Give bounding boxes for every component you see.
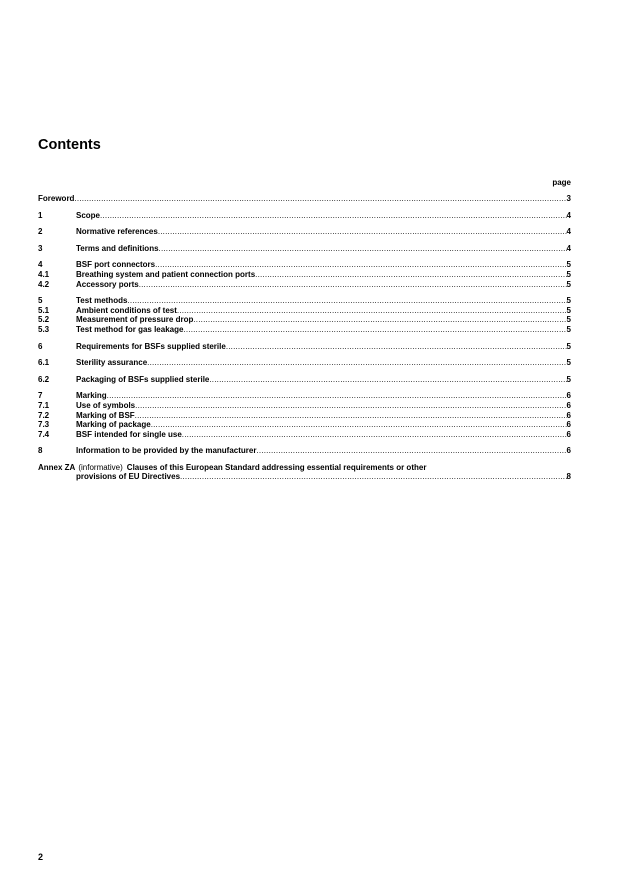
- dot-leader: [159, 244, 567, 254]
- dot-leader: [182, 430, 567, 440]
- dot-leader: [193, 315, 566, 325]
- toc-entry-page: 5: [566, 374, 571, 384]
- dot-leader: [127, 296, 566, 306]
- page-number: 2: [38, 852, 44, 862]
- toc-entry-title: Marking: [76, 391, 107, 401]
- toc-entry-number: 6.1: [38, 358, 50, 368]
- toc-entry-title: Normative references: [76, 227, 158, 237]
- toc-entry-number: 4: [38, 260, 43, 270]
- toc-entry-title: Measurement of pressure drop: [76, 315, 194, 325]
- toc-entry-page: 5: [566, 315, 571, 325]
- dot-leader: [74, 194, 566, 204]
- dot-leader: [151, 420, 567, 430]
- toc-entry-page: 6: [566, 429, 571, 439]
- toc-entry-title: Scope: [76, 210, 101, 220]
- annex-page: 8: [566, 472, 571, 482]
- toc-entry-number: 7.4: [38, 429, 50, 439]
- dot-leader: [100, 211, 567, 221]
- toc-entry-title: Breathing system and patient connection ports: [76, 269, 256, 279]
- toc-entry-page: 6: [566, 391, 571, 401]
- toc-entry-number: 2: [38, 227, 43, 237]
- toc-entry-number: 5.3: [38, 324, 50, 334]
- dot-leader: [155, 260, 566, 270]
- dot-leader: [135, 401, 566, 411]
- toc-entry-title: Sterility assurance: [76, 358, 148, 368]
- toc-entry[interactable]: [38, 211, 571, 221]
- toc-entry-title: Requirements for BSFs supplied sterile: [76, 341, 226, 351]
- dot-leader: [180, 472, 567, 482]
- toc-entry[interactable]: [38, 401, 571, 411]
- toc-entry-title: Marking of BSF: [76, 410, 135, 420]
- toc-entry-title: Foreword: [38, 194, 75, 203]
- toc-annex-entry[interactable]: [38, 463, 571, 482]
- annex-label: Annex ZA: [38, 462, 76, 472]
- toc-entry[interactable]: [38, 342, 571, 352]
- dot-leader: [107, 391, 567, 401]
- toc-entry-title: Use of symbols: [76, 400, 136, 410]
- toc-entry[interactable]: [38, 306, 571, 316]
- annex-title-line2: provisions of EU Directives: [76, 472, 181, 482]
- page-column-label: page: [552, 178, 571, 187]
- toc-entry-number: 7: [38, 391, 43, 401]
- dot-leader: [256, 446, 566, 456]
- toc-entry[interactable]: [38, 280, 571, 290]
- toc-entry-page: 4: [566, 210, 571, 220]
- toc-entry-page: 5: [566, 324, 571, 334]
- toc-entry-number: 7.2: [38, 410, 50, 420]
- toc-entry-title: Terms and definitions: [76, 243, 159, 253]
- toc-entry-page: 3: [566, 194, 571, 203]
- toc-entry-title: BSF port connectors: [76, 260, 156, 270]
- toc-entry-number: 5: [38, 296, 43, 306]
- toc-entry[interactable]: [38, 391, 571, 401]
- toc-entry-page: 6: [566, 420, 571, 430]
- toc-entry-title: Marking of package: [76, 420, 151, 430]
- toc-entry[interactable]: [38, 227, 571, 237]
- toc-entry[interactable]: [38, 315, 571, 325]
- dot-leader: [209, 375, 566, 385]
- toc-entry-number: 8: [38, 446, 43, 456]
- toc-entry-page: 5: [566, 279, 571, 289]
- toc-entry-title: Information to be provided by the manufacturer: [76, 446, 257, 456]
- toc-entry[interactable]: [38, 194, 571, 204]
- toc-entry-number: 6.2: [38, 374, 50, 384]
- toc-entry-title: BSF intended for single use: [76, 429, 182, 439]
- dot-leader: [255, 270, 566, 280]
- toc-entry-page: 6: [566, 410, 571, 420]
- toc-entry-number: 7.3: [38, 420, 50, 430]
- toc-entry-title: Accessory ports: [76, 279, 139, 289]
- toc-entry[interactable]: [38, 411, 571, 421]
- toc-entry[interactable]: [38, 270, 571, 280]
- toc-entry-page: 4: [566, 227, 571, 237]
- table-of-contents: [38, 194, 571, 482]
- toc-entry-page: 5: [566, 269, 571, 279]
- dot-leader: [147, 358, 566, 368]
- toc-entry-number: 4.2: [38, 279, 50, 289]
- dot-leader: [177, 306, 567, 316]
- annex-note: (informative): [78, 462, 123, 472]
- toc-entry-title: Packaging of BSFs supplied sterile: [76, 374, 210, 384]
- toc-entry-page: 6: [566, 446, 571, 456]
- annex-title-line1: Clauses of this European Standard addressing essential requirements or other: [126, 462, 427, 472]
- toc-entry-title: Test method for gas leakage: [76, 324, 184, 334]
- toc-entry-number: 5.2: [38, 315, 50, 325]
- toc-entry-page: 5: [566, 341, 571, 351]
- toc-entry-number: 6: [38, 341, 43, 351]
- dot-leader: [226, 342, 567, 352]
- toc-entry-page: 5: [566, 358, 571, 368]
- toc-entry[interactable]: [38, 375, 571, 385]
- dot-leader: [135, 411, 567, 421]
- toc-entry-number: 4.1: [38, 269, 50, 279]
- toc-entry-page: 5: [566, 296, 571, 306]
- toc-entry-title: Test methods: [76, 296, 128, 306]
- toc-entry-title: Ambient conditions of test: [76, 305, 177, 315]
- contents-heading: Contents: [38, 137, 101, 153]
- toc-entry[interactable]: [38, 296, 571, 306]
- toc-entry-page: 6: [566, 400, 571, 410]
- toc-entry-number: 1: [38, 210, 43, 220]
- toc-entry[interactable]: [38, 446, 571, 456]
- dot-leader: [183, 325, 566, 335]
- dot-leader: [139, 280, 567, 290]
- toc-entry[interactable]: [38, 260, 571, 270]
- toc-entry[interactable]: [38, 358, 571, 368]
- dot-leader: [158, 227, 567, 237]
- toc-entry-page: 4: [566, 243, 571, 253]
- toc-entry[interactable]: [38, 430, 571, 440]
- toc-entry-number: 5.1: [38, 305, 50, 315]
- toc-entry-page: 5: [566, 305, 571, 315]
- toc-entry-number: 7.1: [38, 400, 50, 410]
- toc-entry[interactable]: [38, 244, 571, 254]
- toc-entry[interactable]: [38, 420, 571, 430]
- toc-entry-number: 3: [38, 243, 43, 253]
- toc-entry[interactable]: [38, 325, 571, 335]
- toc-entry-page: 5: [566, 260, 571, 270]
